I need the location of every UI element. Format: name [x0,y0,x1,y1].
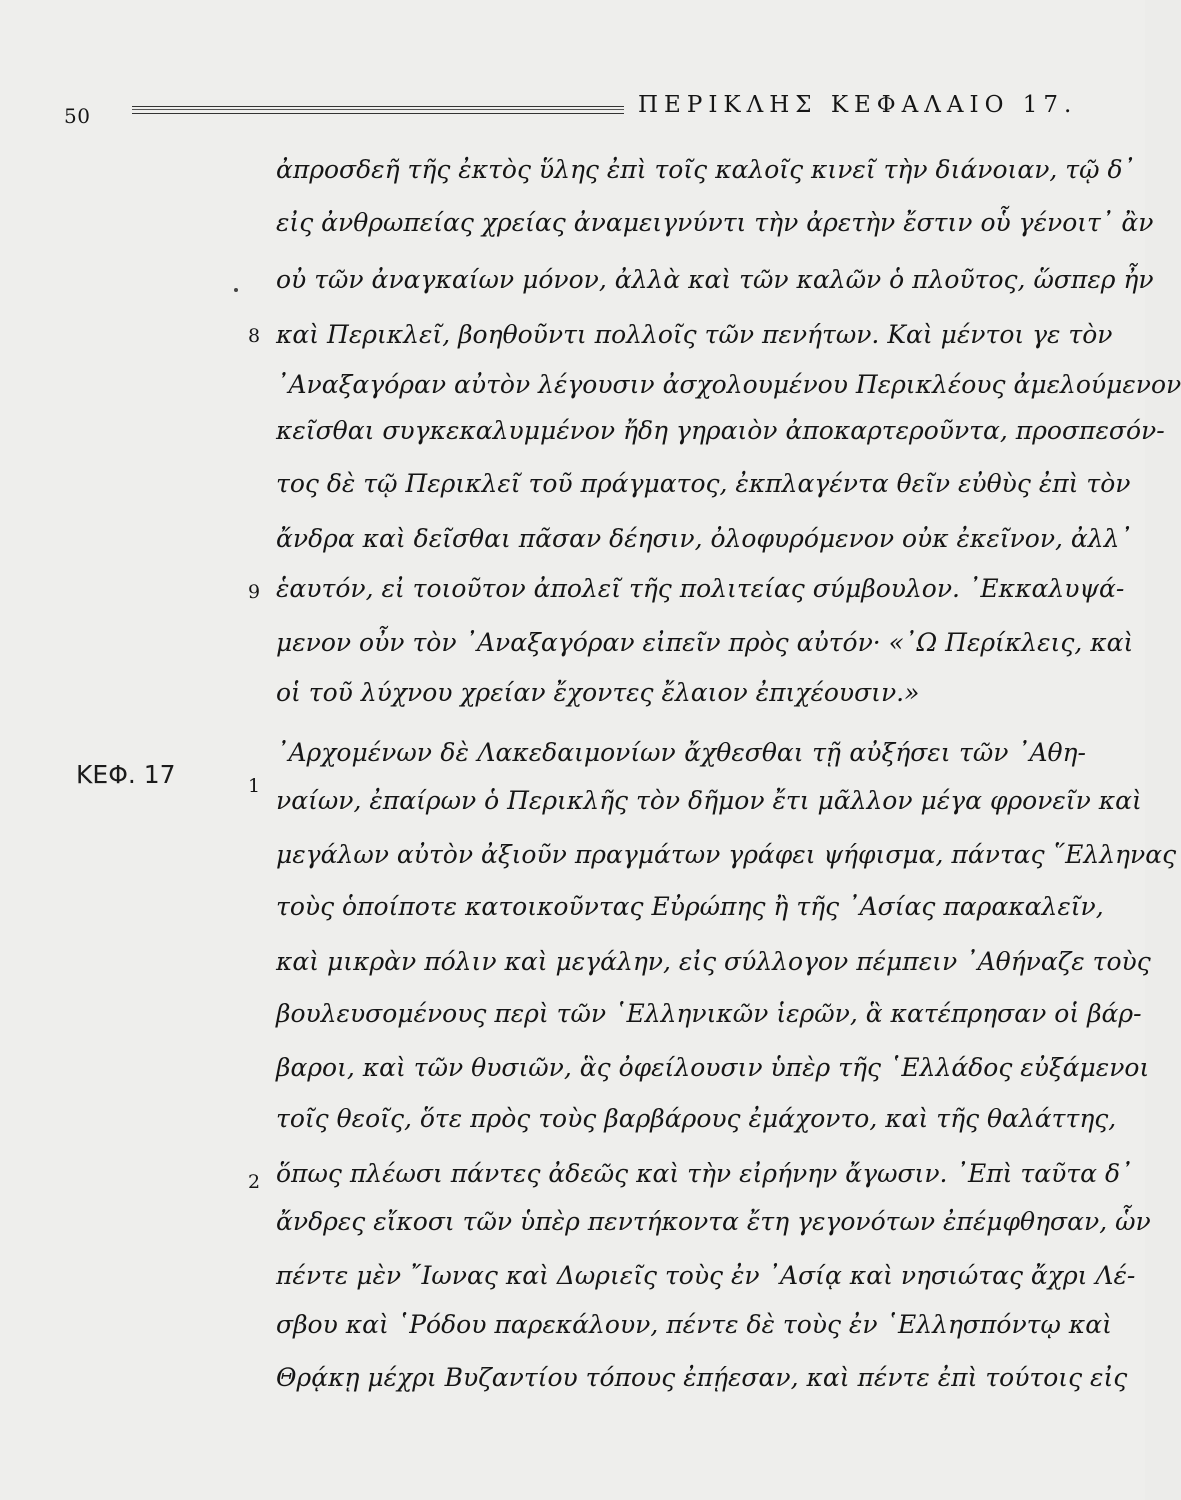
text-line: ὅπως πλέωσι πάντες ἀδεῶς καὶ τὴν εἰρήνην ἄγωσιν. ᾽Επὶ ταῦτα δ᾽ [276,1159,1133,1188]
text-line: βαροι, καὶ τῶν θυσιῶν, ἃς ὀφείλουσιν ὑπὲρ τῆς ῾Ελλάδος εὐξάμενοι [276,1053,1150,1082]
text-line: οὐ τῶν ἀναγκαίων μόνον, ἀλλὰ καὶ τῶν καλῶν ὁ πλοῦτος, ὥσπερ ἦν [276,265,1154,294]
text-line: καὶ Περικλεῖ, βοηθοῦντι πολλοῖς τῶν πενήτων. Καὶ μέντοι γε τὸν [276,320,1113,349]
section-number: 9 [248,581,261,603]
text-line: ἄνδρες εἴκοσι τῶν ὑπὲρ πεντήκοντα ἔτη γεγονότων ἐπέμφθησαν, ὧν [276,1207,1151,1236]
header-double-rule [132,106,624,114]
text-line: οἱ τοῦ λύχνου χρείαν ἔχοντες ἔλαιον ἐπιχέουσιν.» [276,678,920,707]
text-line: μεγάλων αὐτὸν ἀξιοῦν πραγμάτων γράφει ψήφισμα, πάντας ῞Ελληνας [276,840,1177,869]
text-line: ἄνδρα καὶ δεῖσθαι πᾶσαν δέησιν, ὀλοφυρόμενον οὐκ ἐκεῖνον, ἀλλ᾽ [276,524,1132,553]
text-line: τοὺς ὁποίποτε κατοικοῦντας Εὐρώπης ἢ τῆς ᾽Ασίας παρακαλεῖν, [276,892,1104,921]
section-number: 2 [248,1171,261,1193]
text-line: σβου καὶ ῾Ρόδου παρεκάλουν, πέντε δὲ τοὺς ἐν ῾Ελλησπόντῳ καὶ [276,1310,1112,1339]
page-number: 50 [64,104,91,128]
text-line: τοῖς θεοῖς, ὅτε πρὸς τοὺς βαρβάρους ἐμάχοντο, καὶ τῆς θαλάττης, [276,1104,1117,1133]
section-number: 1 [248,775,261,797]
text-line: πέντε μὲν ῎Ιωνας καὶ Δωριεῖς τοὺς ἐν ᾽Ασίᾳ καὶ νησιώτας ἄχρι Λέ- [276,1261,1136,1290]
text-line: ᾽Αρχομένων δὲ Λακεδαιμονίων ἄχθεσθαι τῇ αὐξήσει τῶν ᾽Αθη- [276,738,1086,767]
chapter-heading: ΚΕΦ. 17 [76,760,176,789]
text-line: ἑαυτόν, εἰ τοιοῦτον ἀπολεῖ τῆς πολιτείας σύμβουλον. ᾽Εκκαλυψά- [276,574,1125,603]
text-line: τος δὲ τῷ Περικλεῖ τοῦ πράγματος, ἐκπλαγέντα θεῖν εὐθὺς ἐπὶ τὸν [276,469,1131,498]
text-line: ᾽Αναξαγόραν αὐτὸν λέγουσιν ἀσχολουμένου Περικλέους ἀμελούμενον [276,370,1181,399]
print-speck [234,288,238,292]
text-line: εἰς ἀνθρωπείας χρείας ἀναμειγνύντι τὴν ἀρετὴν ἔστιν οὗ γένοιτ᾽ ἂν [276,208,1154,237]
text-line: κεῖσθαι συγκεκαλυμμένον ἤδη γηραιὸν ἀποκαρτεροῦντα, προσπεσόν- [276,416,1165,445]
section-number: 8 [248,325,261,347]
text-line: Θρᾴκῃ μέχρι Βυζαντίου τόπους ἐπῄεσαν, καὶ πέντε ἐπὶ τούτοις εἰς [276,1363,1128,1392]
text-line: βουλευσομένους περὶ τῶν ῾Ελληνικῶν ἱερῶν, ἃ κατέπρησαν οἱ βάρ- [276,999,1142,1028]
text-line: καὶ μικρὰν πόλιν καὶ μεγάλην, εἰς σύλλογον πέμπειν ᾽Αθήναζε τοὺς [276,947,1151,976]
text-line: ναίων, ἐπαίρων ὁ Περικλῆς τὸν δῆμον ἔτι μᾶλλον μέγα φρονεῖν καὶ [276,786,1142,815]
running-title: ΠΕΡΙΚΛΗΣ ΚΕΦΑΛΑΙΟ 17. [638,92,1078,118]
text-line: μενον οὖν τὸν ᾽Αναξαγόραν εἰπεῖν πρὸς αὐτόν· «᾽Ω Περίκλεις, καὶ [276,628,1134,657]
text-line: ἀπροσδεῆ τῆς ἐκτὸς ὕλης ἐπὶ τοῖς καλοῖς κινεῖ τὴν διάνοιαν, τῷ δ᾽ [276,155,1136,184]
